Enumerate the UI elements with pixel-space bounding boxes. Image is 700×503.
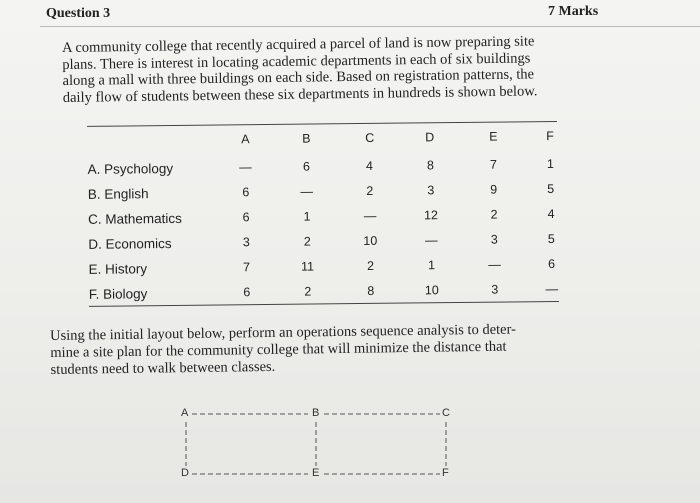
table-cell: 4 — [547, 206, 555, 222]
column-header-f: F — [546, 128, 554, 144]
table-cell: 5 — [547, 231, 555, 247]
table-cell: 10 — [363, 233, 378, 248]
intro-line: daily flow of students between these six departments in hundreds is shown below. — [62, 82, 538, 106]
column-header-d: D — [425, 130, 435, 145]
table-cell: — — [424, 233, 438, 248]
table-cell: — — [300, 184, 314, 199]
table-cell: 6 — [302, 159, 311, 174]
intro-line: plans. There is interest in locating academic departments in each of six buildings — [62, 49, 531, 73]
table-cell: 7 — [242, 260, 251, 275]
node-b-label: B — [312, 407, 320, 419]
table-cell: 5 — [547, 181, 555, 197]
row-label-economics: D. Economics — [88, 235, 172, 252]
table-cell: 1 — [427, 258, 436, 273]
flow-table — [75, 115, 577, 310]
table-cell: 2 — [304, 284, 312, 299]
node-e-label: E — [312, 467, 320, 479]
table-cell: 6 — [242, 185, 250, 200]
node-f-label: F — [442, 467, 449, 479]
table-cell: 8 — [367, 283, 375, 298]
column-header-e: E — [489, 129, 498, 144]
layout-diagram — [178, 402, 478, 503]
column-header-b: B — [302, 131, 311, 146]
table-cell: 6 — [243, 285, 251, 300]
table-cell: 6 — [242, 210, 250, 225]
question-number: Question 3 — [46, 6, 111, 21]
table-cell: 2 — [490, 207, 498, 222]
node-c-label: C — [442, 407, 450, 419]
intro-line: along a mall with three buildings on each side. Based on registration patterns, the — [62, 66, 535, 89]
table-cell: 2 — [366, 258, 375, 273]
table-cell: 2 — [366, 183, 374, 198]
question-line: mine a site plan for the community college that will minimize the distance that — [50, 338, 507, 361]
table-cell: — — [239, 160, 252, 175]
intro-line: A community college that recently acquired a parcel of land is now preparing site — [62, 33, 535, 56]
table-cell: 12 — [423, 208, 439, 223]
marks-label: 7 Marks — [548, 4, 599, 19]
row-label-psychology: A. Psychology — [87, 160, 174, 177]
table-cell: 7 — [489, 157, 498, 172]
table-cell: 6 — [547, 256, 556, 272]
row-label-mathematics: C. Mathematics — [87, 210, 182, 227]
table-bottom-rule — [89, 301, 559, 307]
question-paragraph — [50, 319, 671, 379]
header-divider — [40, 26, 700, 27]
table-cell: 2 — [303, 234, 311, 249]
table-cell: 8 — [426, 158, 435, 173]
table-cell: — — [363, 208, 377, 223]
table-cell: 3 — [242, 235, 250, 250]
table-cell: 9 — [490, 182, 498, 197]
layout-diagram-lines — [178, 402, 478, 503]
table-cell: 10 — [424, 283, 439, 298]
table-cell: — — [545, 281, 559, 297]
table-cell: 4 — [365, 158, 374, 173]
question-line: students need to walk between classes. — [50, 358, 276, 378]
intro-paragraph — [62, 32, 653, 106]
row-label-history: E. History — [88, 261, 148, 277]
table-cell: 1 — [546, 156, 555, 172]
table-cell: 3 — [427, 183, 435, 198]
table-cell: 11 — [300, 259, 315, 274]
table-cell: 3 — [490, 232, 498, 247]
node-d-label: D — [181, 467, 189, 479]
node-a-label: A — [181, 407, 189, 419]
table-cell: — — [488, 257, 501, 272]
question-line: Using the initial layout below, perform an operations sequence analysis to deter- — [50, 321, 517, 344]
table-cell: 3 — [491, 282, 499, 297]
column-header-c: C — [365, 130, 375, 145]
table-top-rule — [87, 121, 557, 127]
row-label-english: B. English — [87, 186, 149, 202]
table-cell: 1 — [303, 209, 311, 224]
column-header-a: A — [241, 132, 250, 147]
row-label-biology: F. Biology — [88, 286, 148, 302]
